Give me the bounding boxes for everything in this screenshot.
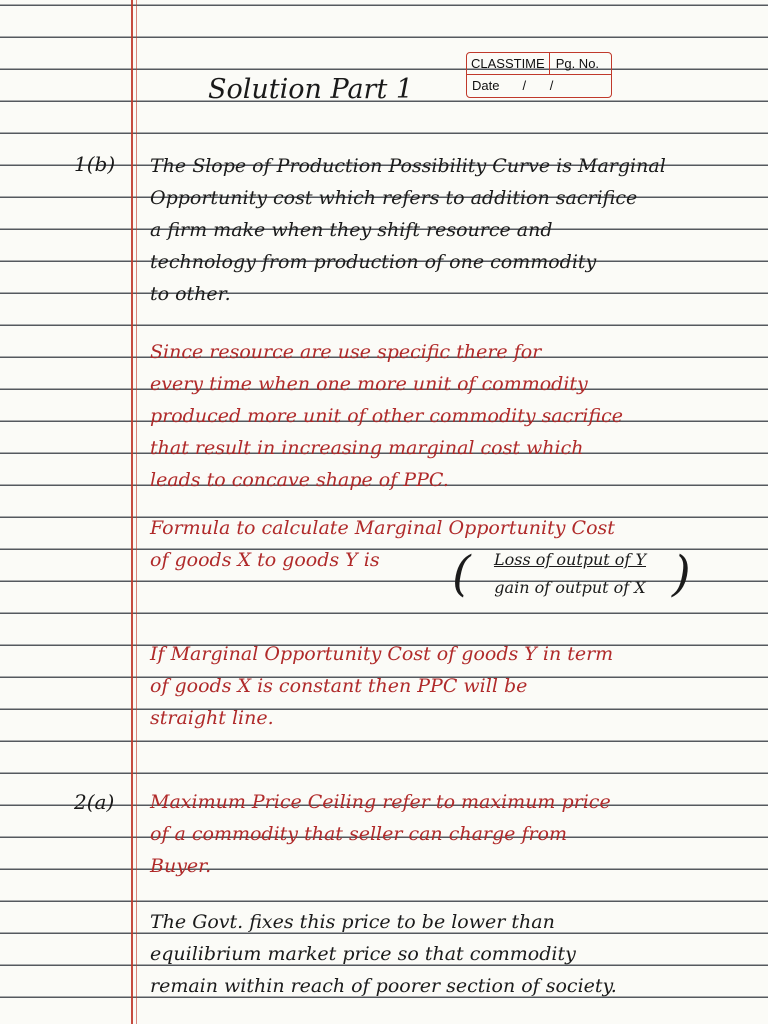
text-line: The Govt. fixes this price to be lower than [150, 911, 555, 933]
margin-line-inner [136, 0, 137, 1024]
text-line: to other. [150, 283, 231, 305]
text-line: a firm make when they shift resource and [150, 219, 553, 241]
margin-line [131, 0, 133, 1024]
page-title: Solution Part 1 [208, 74, 414, 105]
text-line: The Slope of Production Possibility Curve is Marginal [150, 155, 666, 177]
text-line: remain within reach of poorer section of society. [150, 975, 617, 997]
text-line: Maximum Price Ceiling refer to maximum price [150, 791, 611, 813]
question-number: 1(b) [74, 152, 116, 176]
answer-paragraph [150, 638, 720, 734]
text-line: produced more unit of other commodity sacrifice [150, 405, 624, 427]
text-line: If Marginal Opportunity Cost of goods Y in term [150, 643, 614, 665]
text-line: of goods X to goods Y is [150, 549, 380, 571]
formula-denominator: gain of output of X [494, 578, 646, 597]
formula-numerator: Loss of output of Y [493, 550, 647, 569]
text-line: of a commodity that seller can charge from [150, 823, 568, 845]
text-line: Buyer. [150, 855, 212, 877]
page-header-box [466, 52, 612, 98]
text-line: of goods X is constant then PPC will be [150, 675, 528, 697]
date-value: / / [522, 78, 564, 93]
text-line: that result in increasing marginal cost which [150, 437, 584, 459]
text-line: equilibrium market price so that commodity [150, 943, 576, 965]
text-line: technology from production of one commodity [150, 251, 597, 273]
formula-open-paren: ( [452, 546, 471, 602]
text-line: Opportunity cost which refers to addition sacrifice [150, 187, 638, 209]
formula-close-paren: ) [672, 546, 691, 602]
answer-paragraph [150, 786, 720, 882]
answer-paragraph [150, 150, 720, 310]
text-line: straight line. [150, 707, 274, 729]
answer-paragraph [150, 906, 720, 1002]
brand-name: CLASSTIME [467, 53, 550, 74]
text-line: Since resource are use specific there for [150, 341, 542, 363]
text-line: leads to concave shape of PPC. [150, 469, 449, 491]
formula-fraction [466, 550, 674, 602]
answer-paragraph [150, 336, 720, 496]
text-line: every time when one more unit of commodity [150, 373, 588, 395]
text-line: Formula to calculate Marginal Opportunity Cost [150, 517, 615, 539]
page-number-label: Pg. No. [555, 56, 600, 71]
question-number: 2(a) [74, 790, 115, 814]
date-label: Date [472, 78, 500, 93]
